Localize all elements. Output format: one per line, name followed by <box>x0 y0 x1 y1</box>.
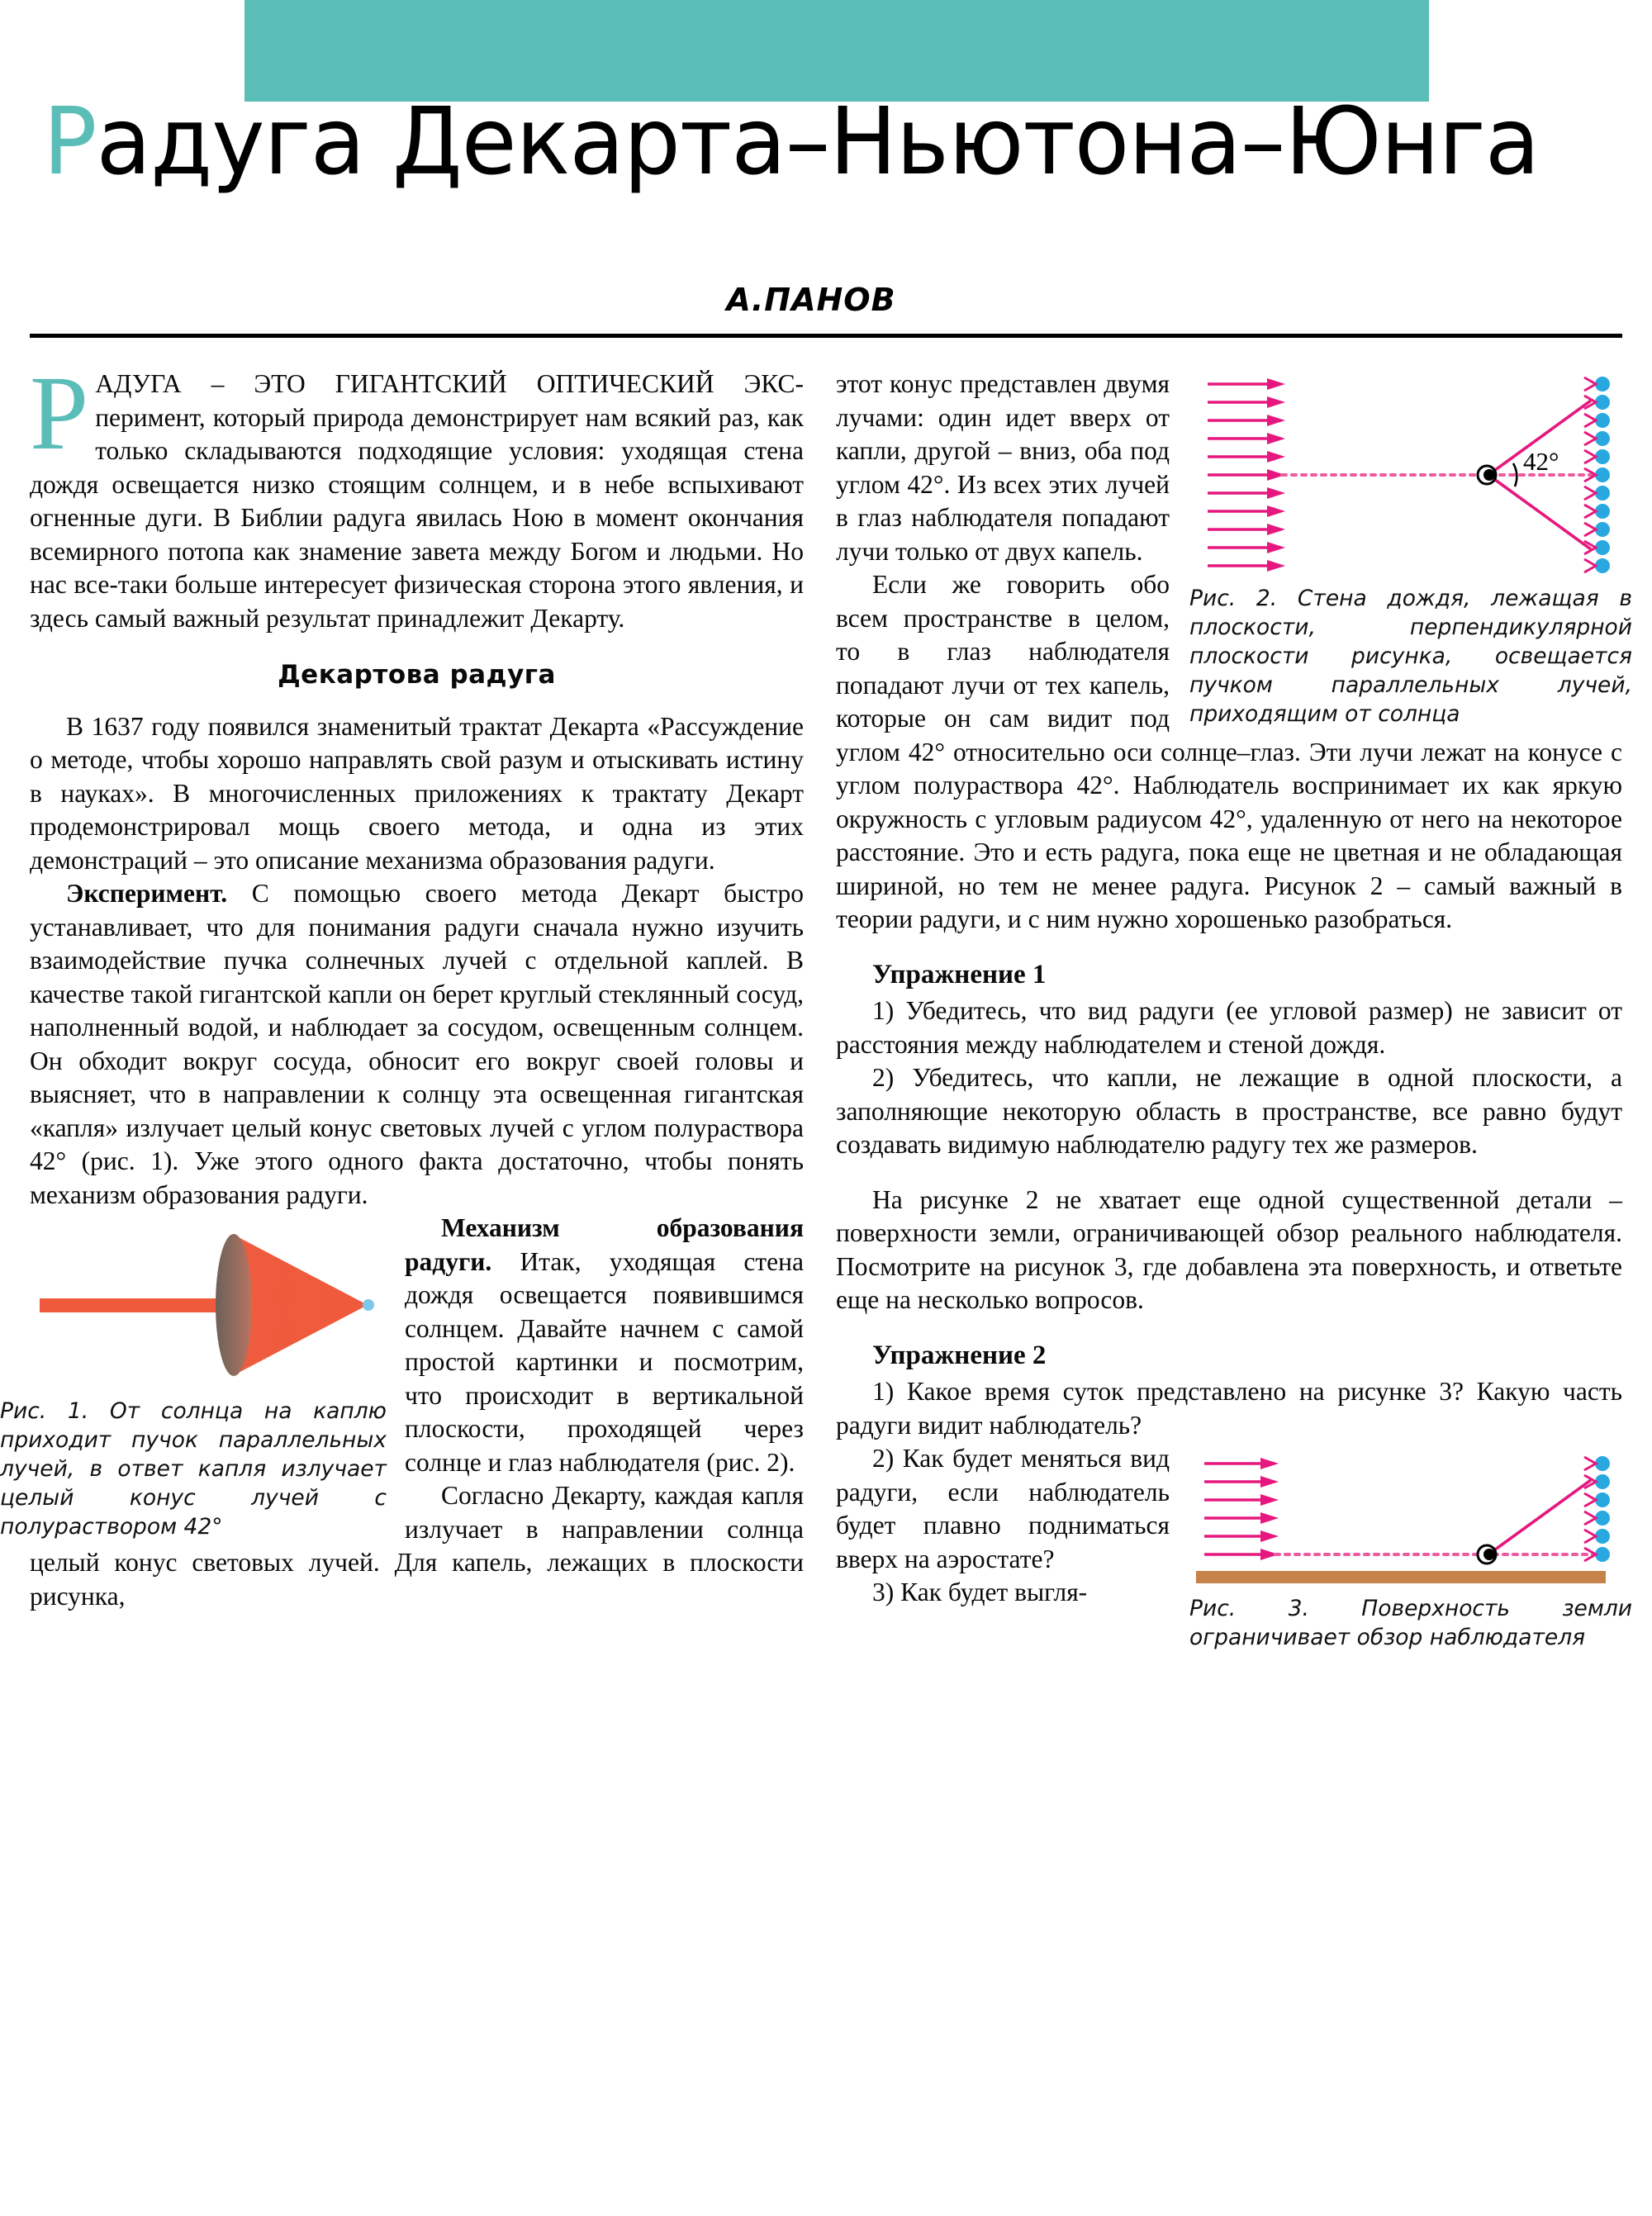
section-heading-descartes-rainbow: Декартова радуга <box>278 660 556 690</box>
paragraph-ground-surface: На рисунке 2 не хватает еще одной существенной детали – поверхности земли, ограничивающей обзор реального наблюдателя. Посмотрите на рисунок 3, где добавлена эта поверхность, и ответьте еще на несколько вопросов. <box>836 1184 1622 1314</box>
exercise-2-item-1: 1) Какое время суток представлено на рисунке 3? Какую часть радуги видит наблюдатель? <box>836 1377 1622 1440</box>
paragraph-experiment <box>30 877 804 1212</box>
experiment-text: С помощью своего метода Декарт быстро устанавливает, что для понимания радуги сначала нужно изучить взаимодействие пучка солнечных лучей с отдельной каплей. В качестве такой гигантской капли он берет круглый стеклянный сосуд, наполненный водой, и наблюдает за сосудом, освещенным солнцем. Он обходит вокруг сосуда, обносит его вокруг своей головы и выясняет, что в направлении к солнцу эта освещенная гигантская «капля» излучает целый конус световых лучей с углом полураствора 42° (рис. 1). Уже этого одного факта достаточно, чтобы понять механизм образования радуги. <box>30 879 804 1209</box>
header-divider <box>30 334 1622 338</box>
mechanism-text: Итак, уходящая стена дождя освещается появившимся солнцем. Давайте начнем с самой простой картинки и посмотрим, что происходит в вертикальной плоскости, проходящей через солнце и глаз наблюдателя (рис. 2). <box>405 1246 804 1477</box>
figure-2-caption: Рис. 2. Стена дождя, лежащая в плоскости, перпендикулярной плоскости рисунка, освещается пучком параллельных лучей, приходящим от солнца <box>1189 586 1632 727</box>
exercise-1-heading: Упражнение 1 <box>872 959 1047 989</box>
exercise-1-item-2: 2) Убедитесь, что капли, не лежащие в одной плоскости, а заполняющие некоторую область в пространстве, все равно будут создавать видимую наблюдателю радугу тех же размеров. <box>836 1063 1622 1159</box>
intro-smallcaps: АДУГА – ЭТО ГИГАНТСКИЙ ОПТИЧЕСКИЙ ЭКС- <box>95 369 804 398</box>
upper-cone-ray <box>1488 1480 1591 1554</box>
mechanism-lead-in: Механизм образования радуги. <box>405 1213 804 1276</box>
water-droplet <box>363 1299 374 1311</box>
exercise-2-item-3: 3) Как будет выгля- <box>872 1578 1088 1606</box>
parallel-sun-rays <box>1208 384 1269 566</box>
experiment-lead-in: Эксперимент. <box>66 879 228 908</box>
exercise-1-item-1: 1) Убедитесь, что вид радуги (ее угловой размер) не зависит от расстояния между наблюдателем и стеной дождя. <box>836 996 1622 1059</box>
right-column <box>836 368 1632 1652</box>
figure-3-caption: Рис. 3. Поверхность земли ограничивает обзор наблюдателя <box>1189 1596 1632 1650</box>
figure-1-caption: Рис. 1. От солнца на каплю приходит пучок параллельных лучей, в ответ капля излучает целый конус лучей с полураствором 42° <box>0 1398 387 1540</box>
observer-eye <box>1478 466 1496 484</box>
light-cone <box>234 1235 368 1375</box>
incoming-beam <box>40 1298 238 1312</box>
figure-3-illustration <box>1189 1450 1632 1589</box>
angle-label-42: 42° <box>1523 447 1559 476</box>
figure-2 <box>1189 371 1632 728</box>
exercise-2-heading: Упражнение 2 <box>872 1340 1047 1370</box>
figure-2-illustration <box>1189 371 1632 579</box>
exercise-2-item-2: 2) Как будет меняться вид радуги, если наблюдатель будет плавно подниматься вверх на аэростате? <box>836 1444 1170 1573</box>
page-title <box>43 88 1574 196</box>
title-rest: адуга Декарта–Ньютона–Юнга <box>96 88 1540 196</box>
paragraph-whole-space: Если же говорить обо всем пространстве в целом, то в глаз наблюдателя попадают лучи от тех капель, которые он сам видит под углом 42° относительно оси солнце–глаз. Эти лучи лежат на конусе с углом полураствора 42°. Наблюдатель воспринимает их как яркую окружность с угловым радиусом 42°, удаленную от него на некоторое расстояние. Это и есть радуга, пока еще не цветная и не обладающая шириной, но тем не менее радуга. Рисунок 2 – самый важный в теории радуги, и с ним нужно хорошенько разобраться. <box>836 570 1622 933</box>
figure-1 <box>0 1218 387 1541</box>
drop-cap-letter: Р <box>30 354 89 472</box>
paragraph-intro <box>30 354 804 635</box>
author-byline: А.ПАНОВ <box>726 282 896 318</box>
paragraph-two-rays: этот конус представлен двумя лучами: один идет вверх от капли, другой – вниз, оба под углом 42°. Из всех этих лучей в глаз наблюдателя попадают лучи только от двух капель. <box>836 369 1170 566</box>
paragraph-descartes-cone: Согласно Декарту, каждая капля излучает в направлении солнца целый конус световых лучей. Для капель, лежащих в плоскости рисунка, <box>30 1481 804 1611</box>
left-column <box>0 354 804 1613</box>
title-first-letter: Р <box>43 88 97 196</box>
intro-body: перимент, который природа демонстрирует нам всякий раз, как только складываются подходящие условия: уходящая стена дождя освещается низко стоящим солнцем, и в небе вспыхивают огненные дуги. В Библии радуга явилась Ною в момент окончания всемирного потопа как знамение завета между Богом и людьми. Но нас все-таки больше интересует физическая сторона этого явления, и здесь самый важный результат принадлежит Декарту. <box>30 402 804 633</box>
teal-header-bar <box>244 0 1429 102</box>
ground-surface <box>1196 1571 1606 1583</box>
cone-base-disc <box>216 1234 252 1376</box>
figure-3 <box>1189 1450 1632 1652</box>
paragraph-treatise: В 1637 году появился знаменитый трактат Декарта «Рассуждение о методе, чтобы хорошо направлять свой разум и отыскивать истину в науках». В многочисленных приложениях к трактату Декарт продемонстрировал мощь своего метода, и одна из этих демонстраций – это описание механизма образования радуги. <box>30 711 804 875</box>
lower-cone-ray <box>1488 475 1591 549</box>
parallel-sun-rays <box>1204 1464 1262 1554</box>
observer-eye <box>1478 1545 1496 1564</box>
figure-1-illustration <box>0 1218 387 1392</box>
ray-arrowheads <box>1260 1458 1279 1560</box>
rain-droplets <box>1584 1456 1610 1562</box>
